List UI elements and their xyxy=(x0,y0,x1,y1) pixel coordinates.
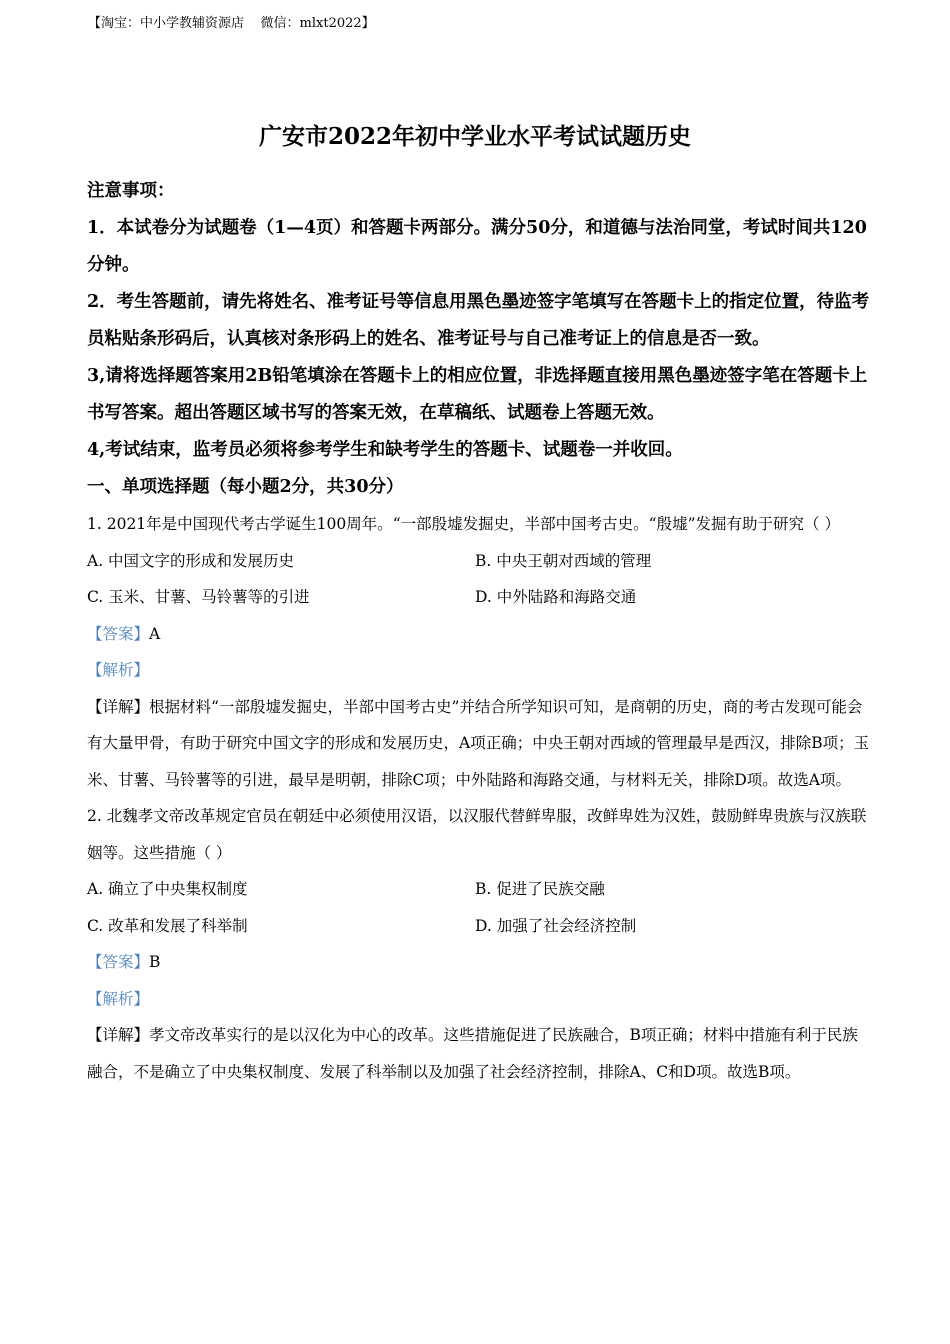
analysis-label: 【解析】 xyxy=(87,661,150,679)
section-title: 一、单项选择题（每小题2分，共30分） xyxy=(87,477,404,497)
answer-value: B xyxy=(149,953,161,971)
detail-paragraph xyxy=(87,1017,873,1090)
detail-text: 根据材料“一部殷墟发掘史，半部中国考古史”并结合所学知识可知，是商朝的历史，商的考古发现可能会有大量甲骨，有助于研究中国文字的形成和发展历史，A项正确；中央王朝对西域的管理最早是西汉，排除B项；玉米、甘薯、马铃薯等的引进，最早是明朝，排除C项；中外陆路和海路交通，与材料无关，排除D项。故选A项。 xyxy=(87,697,870,789)
detail-label: 【详解】 xyxy=(87,1026,150,1044)
option-b: B. 中央王朝对西域的管理 xyxy=(475,551,652,570)
option-c: C. 玉米、甘薯、马铃薯等的引进 xyxy=(87,588,310,606)
answer-line xyxy=(87,944,873,981)
notice-heading: 注意事项： xyxy=(87,181,175,201)
detail-label: 【详解】 xyxy=(87,697,150,716)
document-body xyxy=(87,173,873,1090)
option-c: C. 改革和发展了科举制 xyxy=(87,916,248,935)
page-header: 【淘宝：中小学教辅资源店 微信：mlxt2022】 xyxy=(88,16,375,31)
question-stem: 2. 北魏孝文帝改革规定官员在朝廷中必须使用汉语，以汉服代替鲜卑服，改鲜卑姓为汉姓，鼓励鲜卑贵族与汉族联姻等。这些措施（ ） xyxy=(87,807,867,862)
option-a: A. 中国文字的形成和发展历史 xyxy=(87,551,295,570)
detail-text: 孝文帝改革实行的是以汉化为中心的改革。这些措施促进了民族融合，B项正确；材料中措施有利于民族融合，不是确立了中央集权制度、发展了科举制以及加强了社会经济控制，排除A、C和D项。故选B项。 xyxy=(87,1026,858,1081)
option-list xyxy=(87,543,873,616)
detail-paragraph xyxy=(87,689,873,799)
answer-label: 【答案】 xyxy=(87,624,150,643)
notice-block xyxy=(87,173,873,469)
analysis-line xyxy=(87,981,873,1018)
notice-item-2: 2．考生答题前，请先将姓名、准考证号等信息用黑色墨迹签字笔填写在答题卡上的指定位置，待监考员粘贴条形码后，认真核对条形码上的姓名、准考证号与自己准考证上的信息是否一致。 xyxy=(87,292,870,349)
option-list xyxy=(87,871,873,944)
option-b: B. 促进了民族交融 xyxy=(475,880,605,898)
analysis-line xyxy=(87,652,873,689)
answer-value: A xyxy=(149,624,161,643)
answer-label: 【答案】 xyxy=(87,953,150,971)
option-a: A. 确立了中央集权制度 xyxy=(87,880,248,898)
option-d: D. 加强了社会经济控制 xyxy=(475,916,637,935)
question-stem: 1. 2021年是中国现代考古学诞生100周年。“一部殷墟发掘史，半部中国考古史。“殷墟”发掘有助于研究（ ） xyxy=(87,515,840,533)
notice-item-3: 3,请将选择题答案用2B铅笔填涂在答题卡上的相应位置，非选择题直接用黑色墨迹签字笔在答题卡上书写答案。超出答题区域书写的答案无效，在草稿纸、试题卷上答题无效。 xyxy=(87,366,868,423)
question-2 xyxy=(87,798,873,1090)
analysis-label: 【解析】 xyxy=(87,989,150,1008)
notice-item-1: 1．本试卷分为试题卷（1—4页）和答题卡两部分。满分50分，和道德与法治同堂，考试时间共120分钟。 xyxy=(87,218,867,275)
option-d: D. 中外陆路和海路交通 xyxy=(475,588,637,606)
exam-title: 广安市2022年初中学业水平考试试题历史 xyxy=(258,123,691,150)
notice-item-4: 4,考试结束，监考员必须将参考学生和缺考学生的答题卡、试题卷一并收回。 xyxy=(87,440,683,460)
question-1 xyxy=(87,506,873,798)
answer-line xyxy=(87,616,873,653)
